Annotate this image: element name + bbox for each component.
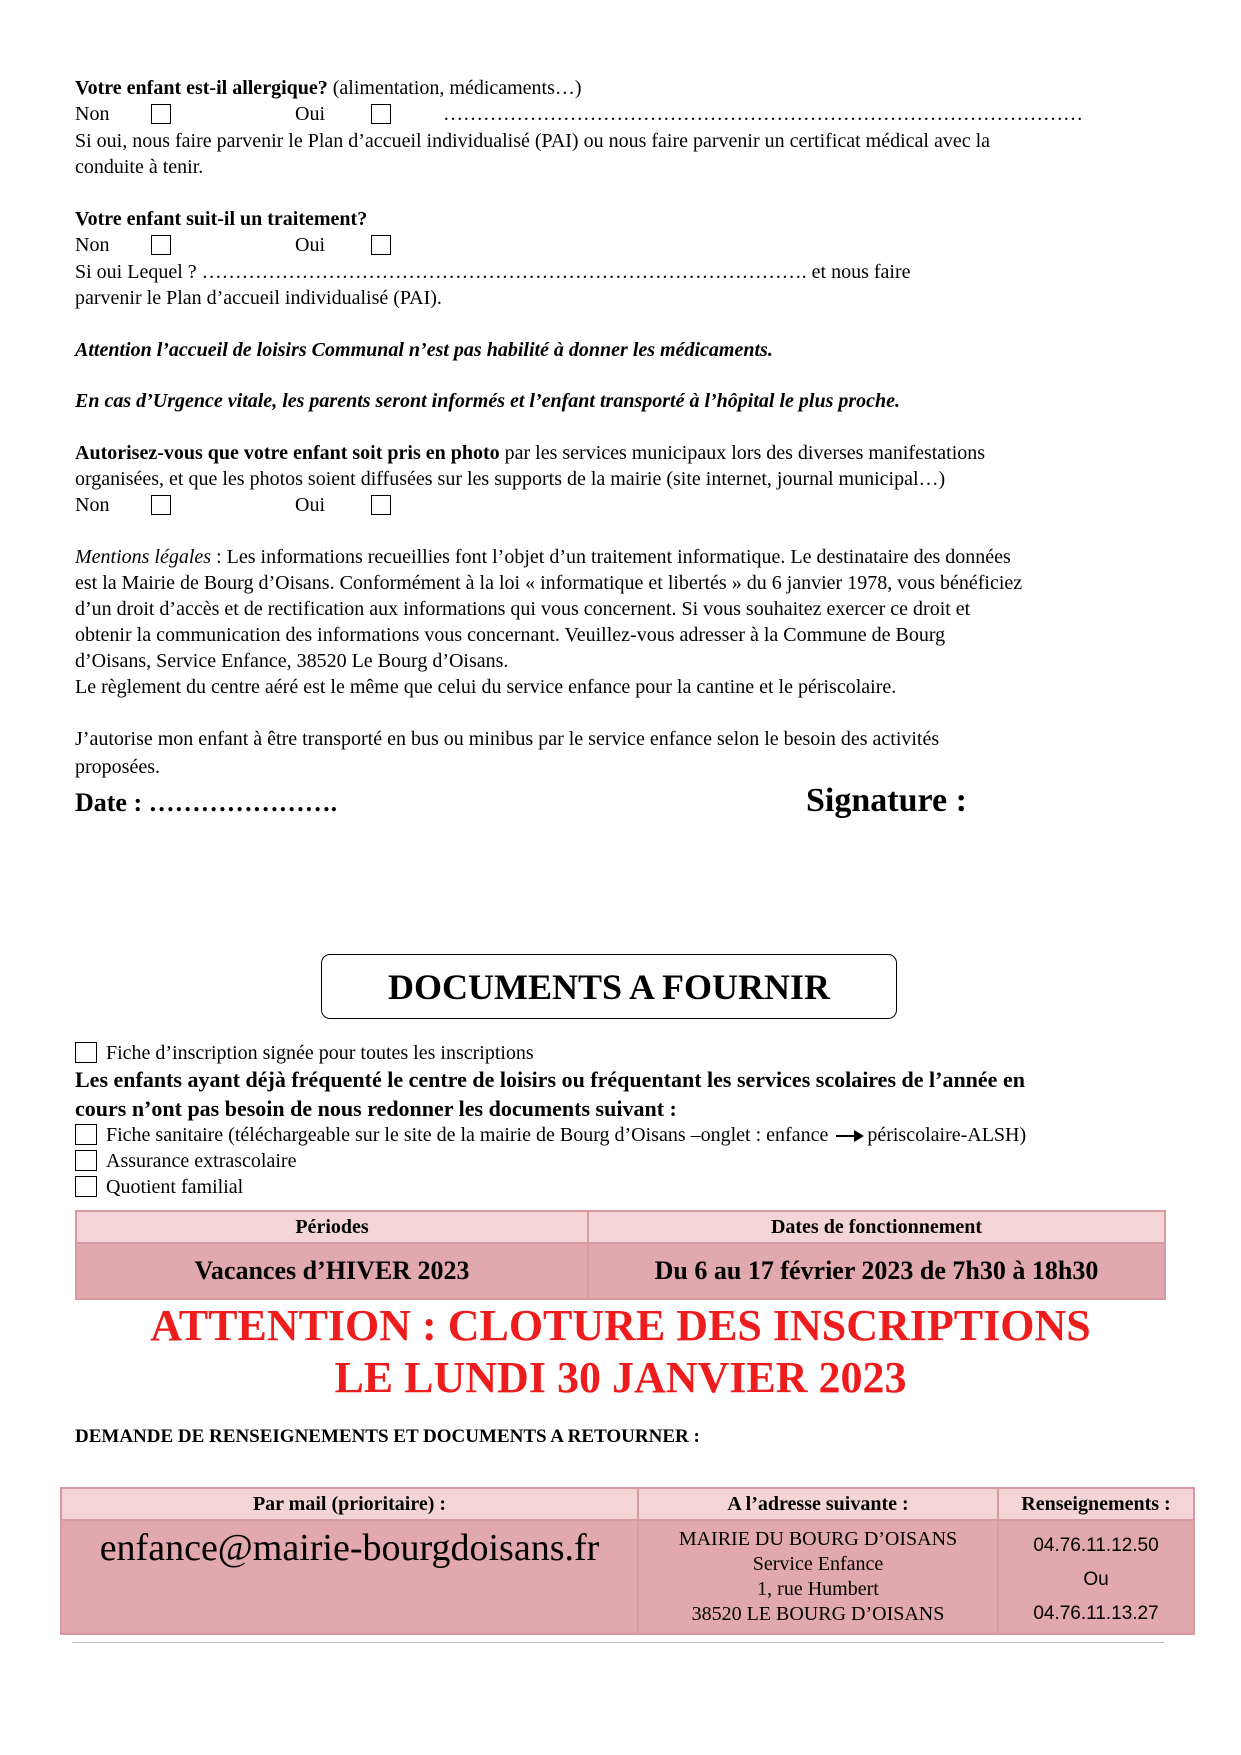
attention-line1: ATTENTION : CLOTURE DES INSCRIPTIONS: [150, 1301, 1091, 1350]
medication-warning: Attention l’accueil de loisirs Communal n’est pas habilité à donner les médicaments.: [75, 339, 773, 361]
allergy-non-label: Non: [75, 103, 110, 125]
address-line3: 1, rue Humbert: [757, 1578, 879, 1600]
allergy-detail-field[interactable]: ……………………………………………………………………………………: [443, 103, 1083, 125]
phone-or: Ou: [1083, 1569, 1109, 1590]
email-cell: [61, 1520, 638, 1634]
documents-title-box: [321, 954, 897, 1019]
doc-quotient-label: Quotient familial: [106, 1176, 244, 1198]
doc-sanitaire-text-a: Fiche sanitaire (téléchargeable sur le site de la mairie de Bourg d’Oisans –onglet : enfance: [106, 1124, 834, 1146]
address-col-header: A l’adresse suivante :: [638, 1488, 998, 1520]
photo-question-bold: Autorisez-vous que votre enfant soit pris en photo: [75, 442, 500, 464]
treatment-which-line2: parvenir le Plan d’accueil individualisé (PAI).: [75, 287, 442, 309]
phone-cell: [998, 1520, 1194, 1634]
transport-line1: J’autorise mon enfant à être transporté en bus ou minibus par le service enfance selon le besoin des activités: [75, 728, 940, 750]
address-block: [639, 1521, 997, 1627]
allergy-oui-label: Oui: [295, 103, 325, 125]
treatment-which-line1[interactable]: Si oui Lequel ? ………………………………………………………………………………. et nous faire: [75, 261, 911, 283]
legal-line5: d’Oisans, Service Enfance, 38520 Le Bourg d’Oisans.: [75, 650, 509, 672]
documents-title: DOCUMENTS A FOURNIR: [387, 966, 831, 1007]
doc-quotient-checkbox[interactable]: [75, 1176, 97, 1197]
signature-label: Signature :: [806, 782, 967, 819]
doc-inscription-label: Fiche d’inscription signée pour toutes les inscriptions: [106, 1042, 534, 1064]
transport-line2: proposées.: [75, 756, 160, 778]
legal-line4: obtenir la communication des informations vous concernant. Veuillez-vous adresser à la Commune de Bourg: [75, 624, 946, 646]
photo-oui-label: Oui: [295, 494, 325, 516]
doc-assurance-checkbox[interactable]: [75, 1150, 97, 1171]
allergy-info-line1: Si oui, nous faire parvenir le Plan d’accueil individualisé (PAI) ou nous faire parvenir un certificat médical avec la: [75, 130, 991, 152]
address-line2: Service Enfance: [752, 1553, 884, 1575]
mail-col-header: Par mail (prioritaire) :: [61, 1488, 638, 1520]
periods-col-header: Périodes: [76, 1211, 588, 1243]
photo-line2: organisées, et que les photos soient diffusées sur les supports de la mairie (site internet, journal municipal…): [75, 468, 946, 490]
allergy-oui-checkbox[interactable]: [371, 104, 391, 124]
photo-non-label: Non: [75, 494, 110, 516]
attention-line2: LE LUNDI 30 JANVIER 2023: [334, 1353, 907, 1402]
treatment-oui-checkbox[interactable]: [371, 235, 391, 255]
doc-sanitaire-text-b: périscolaire-ALSH): [867, 1124, 1027, 1146]
footer-divider: [72, 1642, 1164, 1643]
contact-table: [60, 1487, 1195, 1635]
documents-note-line2: cours n’ont pas besoin de nous redonner les documents suivant :: [75, 1096, 677, 1121]
period-name: Vacances d’HIVER 2023: [76, 1243, 588, 1299]
allergy-info-line2: conduite à tenir.: [75, 156, 204, 178]
photo-oui-checkbox[interactable]: [371, 495, 391, 515]
address-line4: 38520 LE BOURG D’OISANS: [691, 1603, 945, 1625]
allergy-question: [75, 75, 582, 101]
legal-line1-rest: : Les informations recueillies font l’objet d’un traitement informatique. Le destinataire des données: [211, 546, 1011, 568]
periods-table: [75, 1210, 1166, 1300]
phone-number-2[interactable]: 04.76.11.13.27: [1033, 1603, 1159, 1624]
period-dates: Du 6 au 17 février 2023 de 7h30 à 18h30: [588, 1243, 1165, 1299]
treatment-question: Votre enfant suit-il un traitement?: [75, 208, 368, 230]
email-link[interactable]: enfance@mairie-bourgdoisans.fr: [99, 1527, 600, 1569]
info-col-header: Renseignements :: [998, 1488, 1194, 1520]
treatment-non-label: Non: [75, 234, 110, 256]
arrow-right-icon: [835, 1129, 865, 1143]
dates-col-header: Dates de fonctionnement: [588, 1211, 1165, 1243]
photo-non-checkbox[interactable]: [151, 495, 171, 515]
contact-heading: DEMANDE DE RENSEIGNEMENTS ET DOCUMENTS A RETOURNER :: [75, 1426, 700, 1447]
photo-question-rest: par les services municipaux lors des diverses manifestations: [499, 442, 986, 464]
doc-assurance-label: Assurance extrascolaire: [106, 1150, 297, 1172]
periods-header-row: [76, 1211, 1165, 1243]
allergy-question-bold: Votre enfant est-il allergique?: [75, 77, 328, 99]
doc-inscription-checkbox[interactable]: [75, 1042, 97, 1063]
treatment-non-checkbox[interactable]: [151, 235, 171, 255]
legal-line6: Le règlement du centre aéré est le même que celui du service enfance pour la cantine et le périscolaire.: [75, 676, 897, 698]
allergy-non-checkbox[interactable]: [151, 104, 171, 124]
doc-sanitaire-checkbox[interactable]: [75, 1124, 97, 1145]
photo-question: [75, 440, 985, 466]
emergency-warning: En cas d’Urgence vitale, les parents seront informés et l’enfant transporté à l’hôpital le plus proche.: [75, 390, 901, 412]
date-field[interactable]: Date : ………………….: [75, 788, 338, 817]
allergy-question-note: (alimentation, médicaments…): [327, 77, 582, 99]
phone-block: [999, 1521, 1193, 1631]
legal-line2: est la Mairie de Bourg d’Oisans. Conformément à la loi « informatique et libertés » du 6 janvier 1978, vous bénéficiez: [75, 572, 1023, 594]
periods-row: [76, 1243, 1165, 1299]
contact-header-row: [61, 1488, 1194, 1520]
doc-sanitaire-label: [106, 1122, 1026, 1148]
phone-number-1[interactable]: 04.76.11.12.50: [1033, 1535, 1159, 1556]
legal-line3: d’un droit d’accès et de rectification aux informations qui vous concernent. Si vous souhaitez exercer ce droit et: [75, 598, 971, 620]
legal-heading: Mentions légales: [75, 546, 212, 568]
address-cell: [638, 1520, 998, 1634]
legal-line1: [75, 544, 1011, 570]
treatment-oui-label: Oui: [295, 234, 325, 256]
documents-note-line1: Les enfants ayant déjà fréquenté le centre de loisirs ou fréquentant les services scolaires de l’année en: [75, 1067, 1025, 1092]
contact-row: [61, 1520, 1194, 1634]
address-line1: MAIRIE DU BOURG D’OISANS: [678, 1528, 958, 1550]
